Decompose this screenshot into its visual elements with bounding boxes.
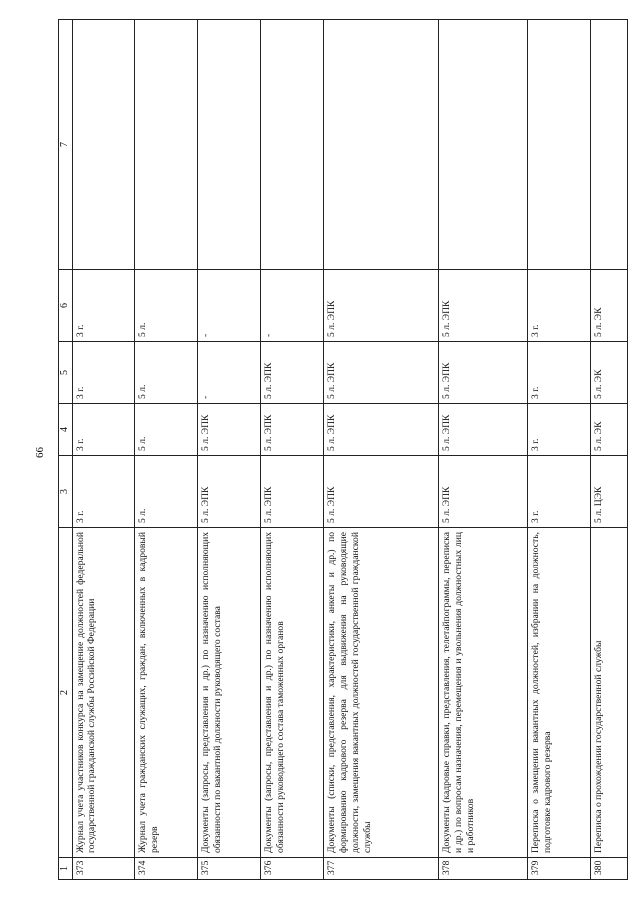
- retention-col3: 3 г.: [528, 456, 591, 528]
- column-header: 1: [59, 858, 73, 880]
- retention-col5: 3 г.: [72, 342, 135, 404]
- table-row: [198, 20, 261, 880]
- retention-col6: -: [198, 270, 261, 342]
- retention-col4: 3 г.: [72, 404, 135, 456]
- row-number: 374: [135, 858, 198, 880]
- retention-col6: 5 л. ЭПК: [324, 270, 439, 342]
- retention-col3: 5 л. ЭПК: [324, 456, 439, 528]
- row-title: Переписка о замещении вакантных должностей, избрании на должность, подготовке кадрового резерва: [528, 528, 591, 858]
- retention-col6: -: [261, 270, 324, 342]
- retention-col4: 5 л. ЭПК: [324, 404, 439, 456]
- notes-col7: [72, 20, 135, 270]
- row-number: 377: [324, 858, 439, 880]
- row-title: Документы (списки, представления, характеристики, анкеты и др.) по формированию кадрового резерва для выдвижения на руководящие должности, замещения вакантных должностей государственной гражданской службы: [324, 528, 439, 858]
- column-header: 6: [59, 270, 73, 342]
- row-number: 378: [439, 858, 528, 880]
- row-title: Документы (кадровые справки, представления, телетайпограммы, переписка и др.) по вопросам назначения, перемещения и увольнения должностных лиц и работников: [439, 528, 528, 858]
- retention-col4: 5 л.: [135, 404, 198, 456]
- table-row: [324, 20, 439, 880]
- rotated-table-frame: [58, 20, 628, 880]
- retention-col3: 5 л. ЭПК: [198, 456, 261, 528]
- retention-col6: 3 г.: [528, 270, 591, 342]
- row-title: Журнал учета гражданских служащих, граждан, включенных в кадровый резерв: [135, 528, 198, 858]
- row-number: 376: [261, 858, 324, 880]
- table-row: [439, 20, 528, 880]
- row-title: Документы (запросы, представления и др.) по назначению исполняющих обязанности по вакантной должности руководящего состава: [198, 528, 261, 858]
- row-number: 380: [591, 858, 628, 880]
- table-row: [135, 20, 198, 880]
- retention-col3: 5 л. ЦЭК: [591, 456, 628, 528]
- retention-col4: 5 л. ЭПК: [261, 404, 324, 456]
- records-table: [58, 19, 628, 880]
- row-title: Переписка о прохождении государственной службы: [591, 528, 628, 858]
- retention-col4: 3 г.: [528, 404, 591, 456]
- notes-col7: [439, 20, 528, 270]
- notes-col7: [528, 20, 591, 270]
- retention-col6: 5 л. ЭПК: [439, 270, 528, 342]
- retention-col6: 3 г.: [72, 270, 135, 342]
- row-title: Документы (запросы, представления и др.) по назначению исполняющих обязанности руководящего состава таможенных органов: [261, 528, 324, 858]
- retention-col3: 5 л. ЭПК: [261, 456, 324, 528]
- retention-col5: -: [198, 342, 261, 404]
- column-header: 3: [59, 456, 73, 528]
- page-number: 66: [34, 447, 46, 458]
- notes-col7: [135, 20, 198, 270]
- retention-col6: 5 л. ЭК: [591, 270, 628, 342]
- retention-col3: 3 г.: [72, 456, 135, 528]
- retention-col4: 5 л. ЭК: [591, 404, 628, 456]
- retention-col3: 5 л.: [135, 456, 198, 528]
- column-header: 4: [59, 404, 73, 456]
- table-row: [528, 20, 591, 880]
- retention-col5: 5 л. ЭПК: [261, 342, 324, 404]
- retention-col5: 5 л. ЭК: [591, 342, 628, 404]
- row-number: 373: [72, 858, 135, 880]
- retention-col5: 5 л.: [135, 342, 198, 404]
- retention-col4: 5 л. ЭПК: [439, 404, 528, 456]
- notes-col7: [198, 20, 261, 270]
- row-number: 379: [528, 858, 591, 880]
- column-header: 7: [59, 20, 73, 270]
- column-header: 2: [59, 528, 73, 858]
- notes-col7: [324, 20, 439, 270]
- table-row: [261, 20, 324, 880]
- notes-col7: [261, 20, 324, 270]
- retention-col5: 5 л. ЭПК: [439, 342, 528, 404]
- retention-col5: 5 л. ЭПК: [324, 342, 439, 404]
- table-header-row: [59, 20, 73, 880]
- table-row: [72, 20, 135, 880]
- row-title: Журнал учета участников конкурса на замещение должностей федеральной государственной гражданской службы Российской Федерации: [72, 528, 135, 858]
- column-header: 5: [59, 342, 73, 404]
- retention-col5: 3 г.: [528, 342, 591, 404]
- retention-col6: 5 л.: [135, 270, 198, 342]
- table-row: [591, 20, 628, 880]
- retention-col4: 5 л. ЭПК: [198, 404, 261, 456]
- notes-col7: [591, 20, 628, 270]
- retention-col3: 5 л. ЭПК: [439, 456, 528, 528]
- row-number: 375: [198, 858, 261, 880]
